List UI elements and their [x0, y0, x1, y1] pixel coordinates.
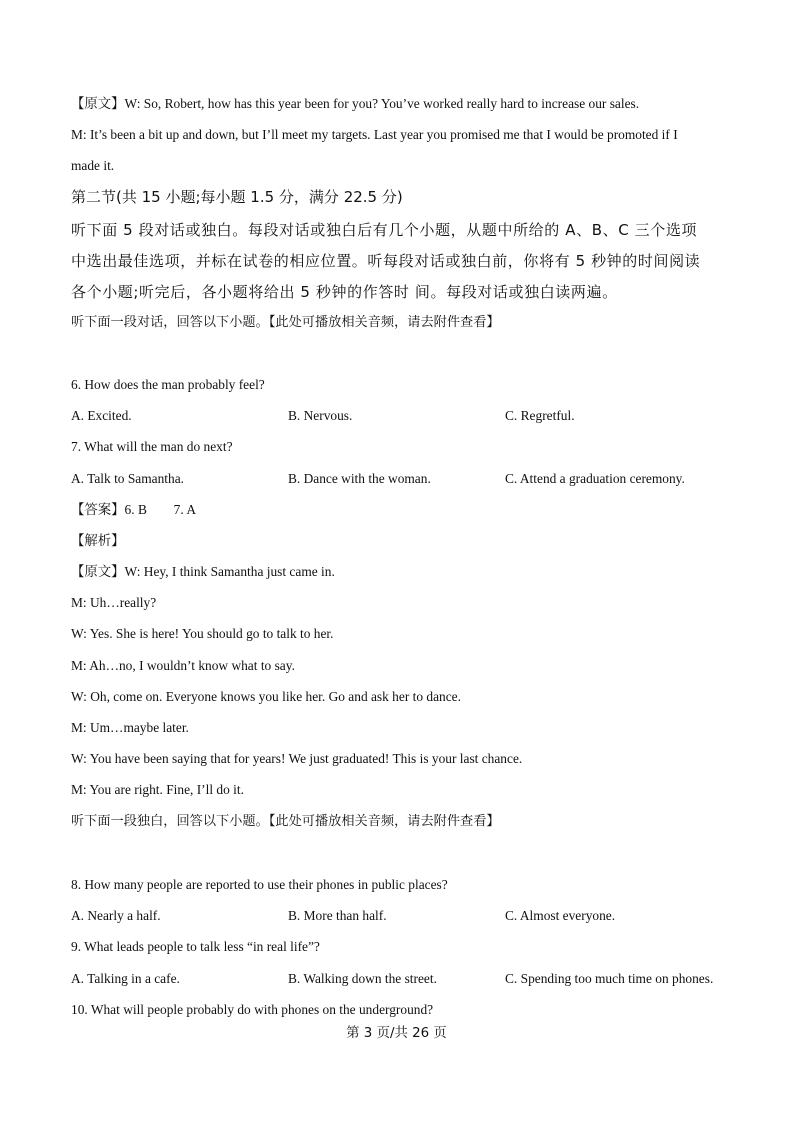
question-9-stem: 9. What leads people to talk less “in real life”? — [71, 939, 320, 954]
question-7-stem: 7. What will the man do next? — [71, 439, 233, 454]
question-9-option-b: B. Walking down the street. — [288, 971, 437, 986]
transcript-line-3: made it. — [71, 158, 115, 173]
question-10-stem: 10. What will people probably do with phones on the underground? — [71, 1002, 434, 1017]
transcript-line-1: 【原文】W: So, Robert, how has this year been for you? You’ve worked really hard to increase our sales. — [71, 96, 640, 111]
transcript-line: M: Uh…really? — [71, 595, 157, 610]
question-7-option-a: A. Talk to Samantha. — [71, 471, 184, 486]
instruction-line-2: 中选出最佳选项，并标在试卷的相应位置。听每段对话或独白前，你将有 5 秒钟的时间阅读 — [71, 252, 701, 270]
question-6-option-b: B. Nervous. — [288, 408, 353, 423]
transcript-line: M: Um…maybe later. — [71, 720, 189, 735]
instruction-line-3: 各个小题;听完后，各小题将给出 5 秒钟的作答时 间。每段对话或独白读两遍。 — [71, 283, 618, 301]
question-7-option-b: B. Dance with the woman. — [288, 471, 431, 486]
question-7-option-c: C. Attend a graduation ceremony. — [505, 471, 685, 486]
transcript-line-2: M: It’s been a bit up and down, but I’ll meet my targets. Last year you promised me that I would be promoted if I — [71, 127, 678, 142]
transcript-line: W: You have been saying that for years! We just graduated! This is your last chance. — [71, 751, 523, 766]
question-8-option-c: C. Almost everyone. — [505, 908, 616, 923]
analysis-label: 【解析】 — [71, 533, 125, 548]
transcript-line: M: Ah…no, I wouldn’t know what to say. — [71, 658, 295, 673]
question-8-stem: 8. How many people are reported to use their phones in public places? — [71, 877, 448, 892]
page-footer: 第 3 页/共 26 页 — [346, 1026, 447, 1041]
dialogue-note: 听下面一段对话，回答以下小题。【此处可播放相关音频，请去附件查看】 — [71, 315, 500, 330]
question-6-stem: 6. How does the man probably feel? — [71, 377, 265, 392]
transcript-line: 【原文】W: Hey, I think Samantha just came in. — [71, 564, 335, 579]
answer-line: 【答案】6. B 7. A — [71, 502, 196, 517]
question-6-option-a: A. Excited. — [71, 408, 132, 423]
question-8-option-a: A. Nearly a half. — [71, 908, 161, 923]
monologue-note: 听下面一段独白，回答以下小题。【此处可播放相关音频，请去附件查看】 — [71, 814, 500, 829]
question-6-option-c: C. Regretful. — [505, 408, 575, 423]
question-8-option-b: B. More than half. — [288, 908, 387, 923]
question-9-option-c: C. Spending too much time on phones. — [505, 971, 714, 986]
transcript-line: M: You are right. Fine, I’ll do it. — [71, 782, 244, 797]
section-heading: 第二节(共 15 小题;每小题 1.5 分，满分 22.5 分) — [71, 188, 403, 206]
question-9-option-a: A. Talking in a cafe. — [71, 971, 180, 986]
instruction-line-1: 听下面 5 段对话或独白。每段对话或独白后有几个小题，从题中所给的 A、B、C 三个选项 — [71, 221, 698, 239]
transcript-line: W: Yes. She is here! You should go to talk to her. — [71, 626, 334, 641]
transcript-line: W: Oh, come on. Everyone knows you like her. Go and ask her to dance. — [71, 689, 461, 704]
